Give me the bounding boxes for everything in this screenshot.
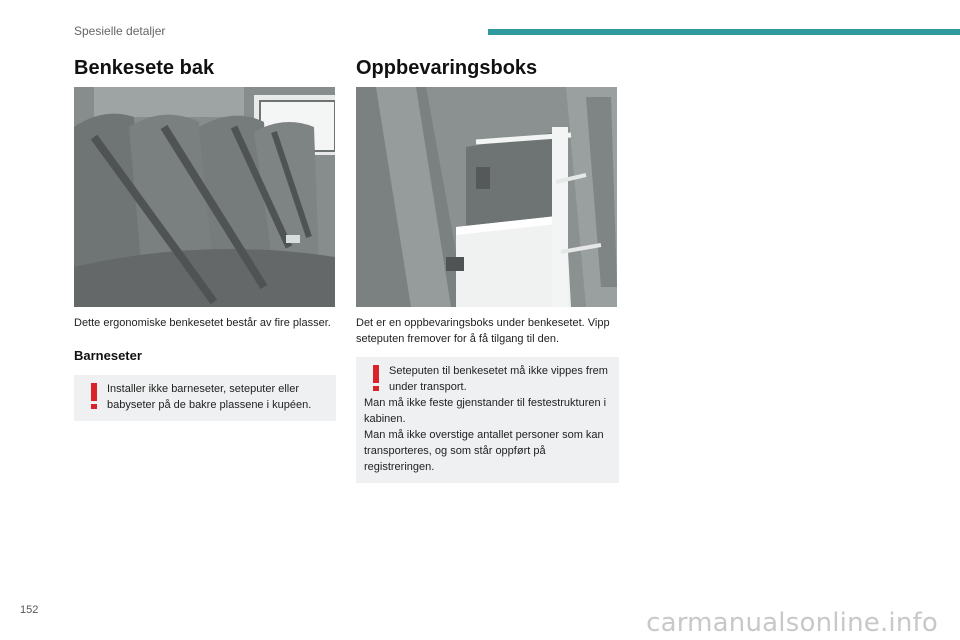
warning-text-capacity: Man må ikke overstige antallet personer som kan transporteres, og som står oppført på registreringen. (364, 429, 604, 473)
left-column (74, 56, 336, 421)
warning-box-child-seats (74, 375, 336, 421)
warning-box-storage (356, 357, 619, 483)
rear-bench-seat-photo (74, 87, 335, 307)
header-section-title: Spesielle detaljer (74, 24, 166, 38)
header-accent-bar (488, 29, 960, 35)
exclamation-icon (82, 381, 106, 411)
rear-bench-seat-illustration (74, 87, 335, 307)
warning-text-tilt: Seteputen til benkesetet må ikke vippes frem under transport. (389, 365, 608, 393)
warning-text-child-seats: Installer ikke barneseter, seteputer eller babyseter på de bakre plassene i kupéen. (107, 383, 312, 411)
section-title-rear-bench: Benkesete bak (74, 57, 215, 79)
watermark: carmanualsonline.info (646, 608, 938, 638)
right-column (356, 56, 619, 483)
warning-text-attach: Man må ikke feste gjenstander til festestrukturen i kabinen. (364, 397, 607, 425)
storage-box-photo (356, 87, 617, 307)
subsection-title-child-seats: Barneseter (74, 348, 142, 363)
rear-bench-description: Dette ergonomiske benkesetet består av fire plasser. (74, 317, 331, 329)
storage-box-illustration (356, 87, 617, 307)
page-number: 152 (20, 604, 39, 616)
storage-box-description: Det er en oppbevaringsboks under benkesetet. Vipp seteputen fremover for å få tilgang til den. (356, 317, 610, 345)
section-title-storage-box: Oppbevaringsboks (356, 57, 538, 79)
exclamation-icon (364, 363, 388, 393)
